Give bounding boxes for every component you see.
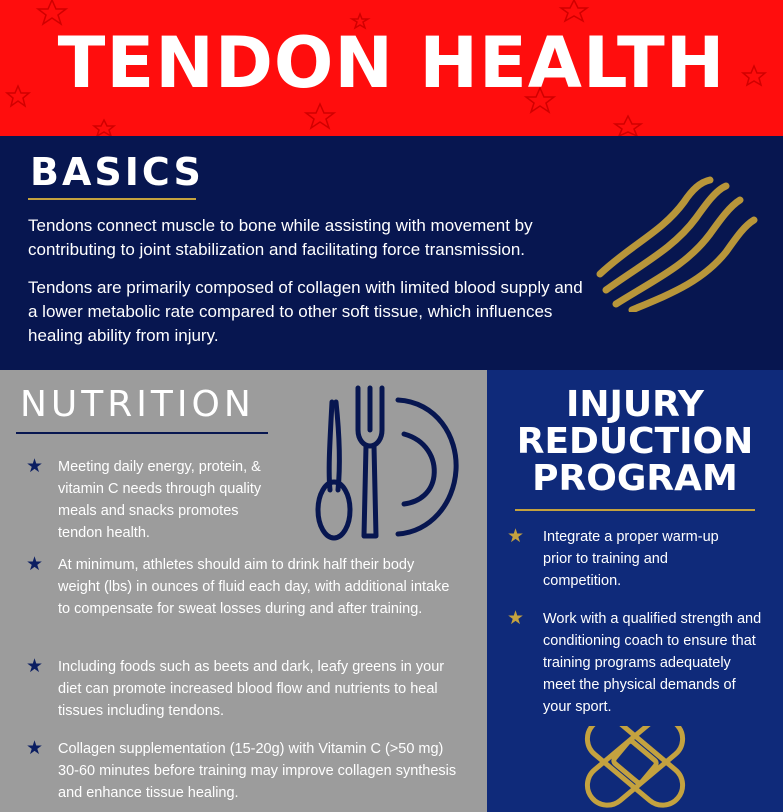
basics-paragraph: Tendons connect muscle to bone while assisting with movement by contributing to joint stabilization and facilitating force transmission. — [28, 216, 533, 259]
basics-divider — [28, 198, 196, 200]
tendon-fibers-icon — [592, 172, 762, 312]
nutrition-item-text: Collagen supplementation (15-20g) with Vitamin C (>50 mg) 30-60 minutes before training may improve collagen synthesis and enhance tissue healing. — [58, 741, 457, 801]
basics-heading: BASICS — [30, 150, 204, 194]
injury-heading — [487, 386, 783, 497]
injury-heading-line: INJURY — [566, 384, 704, 425]
star-icon: ★ — [26, 656, 44, 677]
star-icon: ★ — [507, 526, 525, 547]
basics-paragraph: Tendons are primarily composed of collagen with limited blood supply and a lower metabolic rate compared to other soft tissue, which influences healing ability from injury. — [28, 278, 583, 345]
nutrition-item-text: Including foods such as beets and dark, leafy greens in your diet can promote increased blood flow and nutrients to heal tissues including tendons. — [58, 659, 445, 719]
injury-heading-line: PROGRAM — [532, 458, 738, 499]
injury-divider — [515, 509, 755, 511]
injury-reduction-section — [487, 370, 783, 812]
fork-spoon-plate-icon — [306, 380, 466, 550]
nutrition-item-text: Meeting daily energy, protein, & vitamin C needs through quality meals and snacks promotes tendon health. — [58, 459, 262, 541]
star-icon: ★ — [26, 456, 44, 477]
star-icon: ★ — [26, 738, 44, 759]
nutrition-item-text: At minimum, athletes should aim to drink half their body weight (lbs) in ounces of fluid each day, with additional intake to compensate for sweat losses during and after training. — [58, 557, 450, 617]
nutrition-section — [0, 370, 487, 812]
injury-item-text: Integrate a proper warm-up prior to training and competition. — [543, 529, 719, 589]
nutrition-divider — [16, 432, 268, 434]
page-title: TENDON HEALTH — [57, 22, 726, 104]
basics-section — [0, 136, 783, 370]
star-icon: ★ — [26, 554, 44, 575]
nutrition-heading: NUTRITION — [20, 384, 255, 425]
header-banner — [0, 0, 783, 136]
crossed-bandage-icon — [565, 726, 705, 812]
injury-heading-line: REDUCTION — [516, 421, 754, 462]
star-icon: ★ — [507, 608, 525, 629]
injury-item-text: Work with a qualified strength and conditioning coach to ensure that training programs adequately meet the physical demands of your sport. — [543, 611, 762, 715]
